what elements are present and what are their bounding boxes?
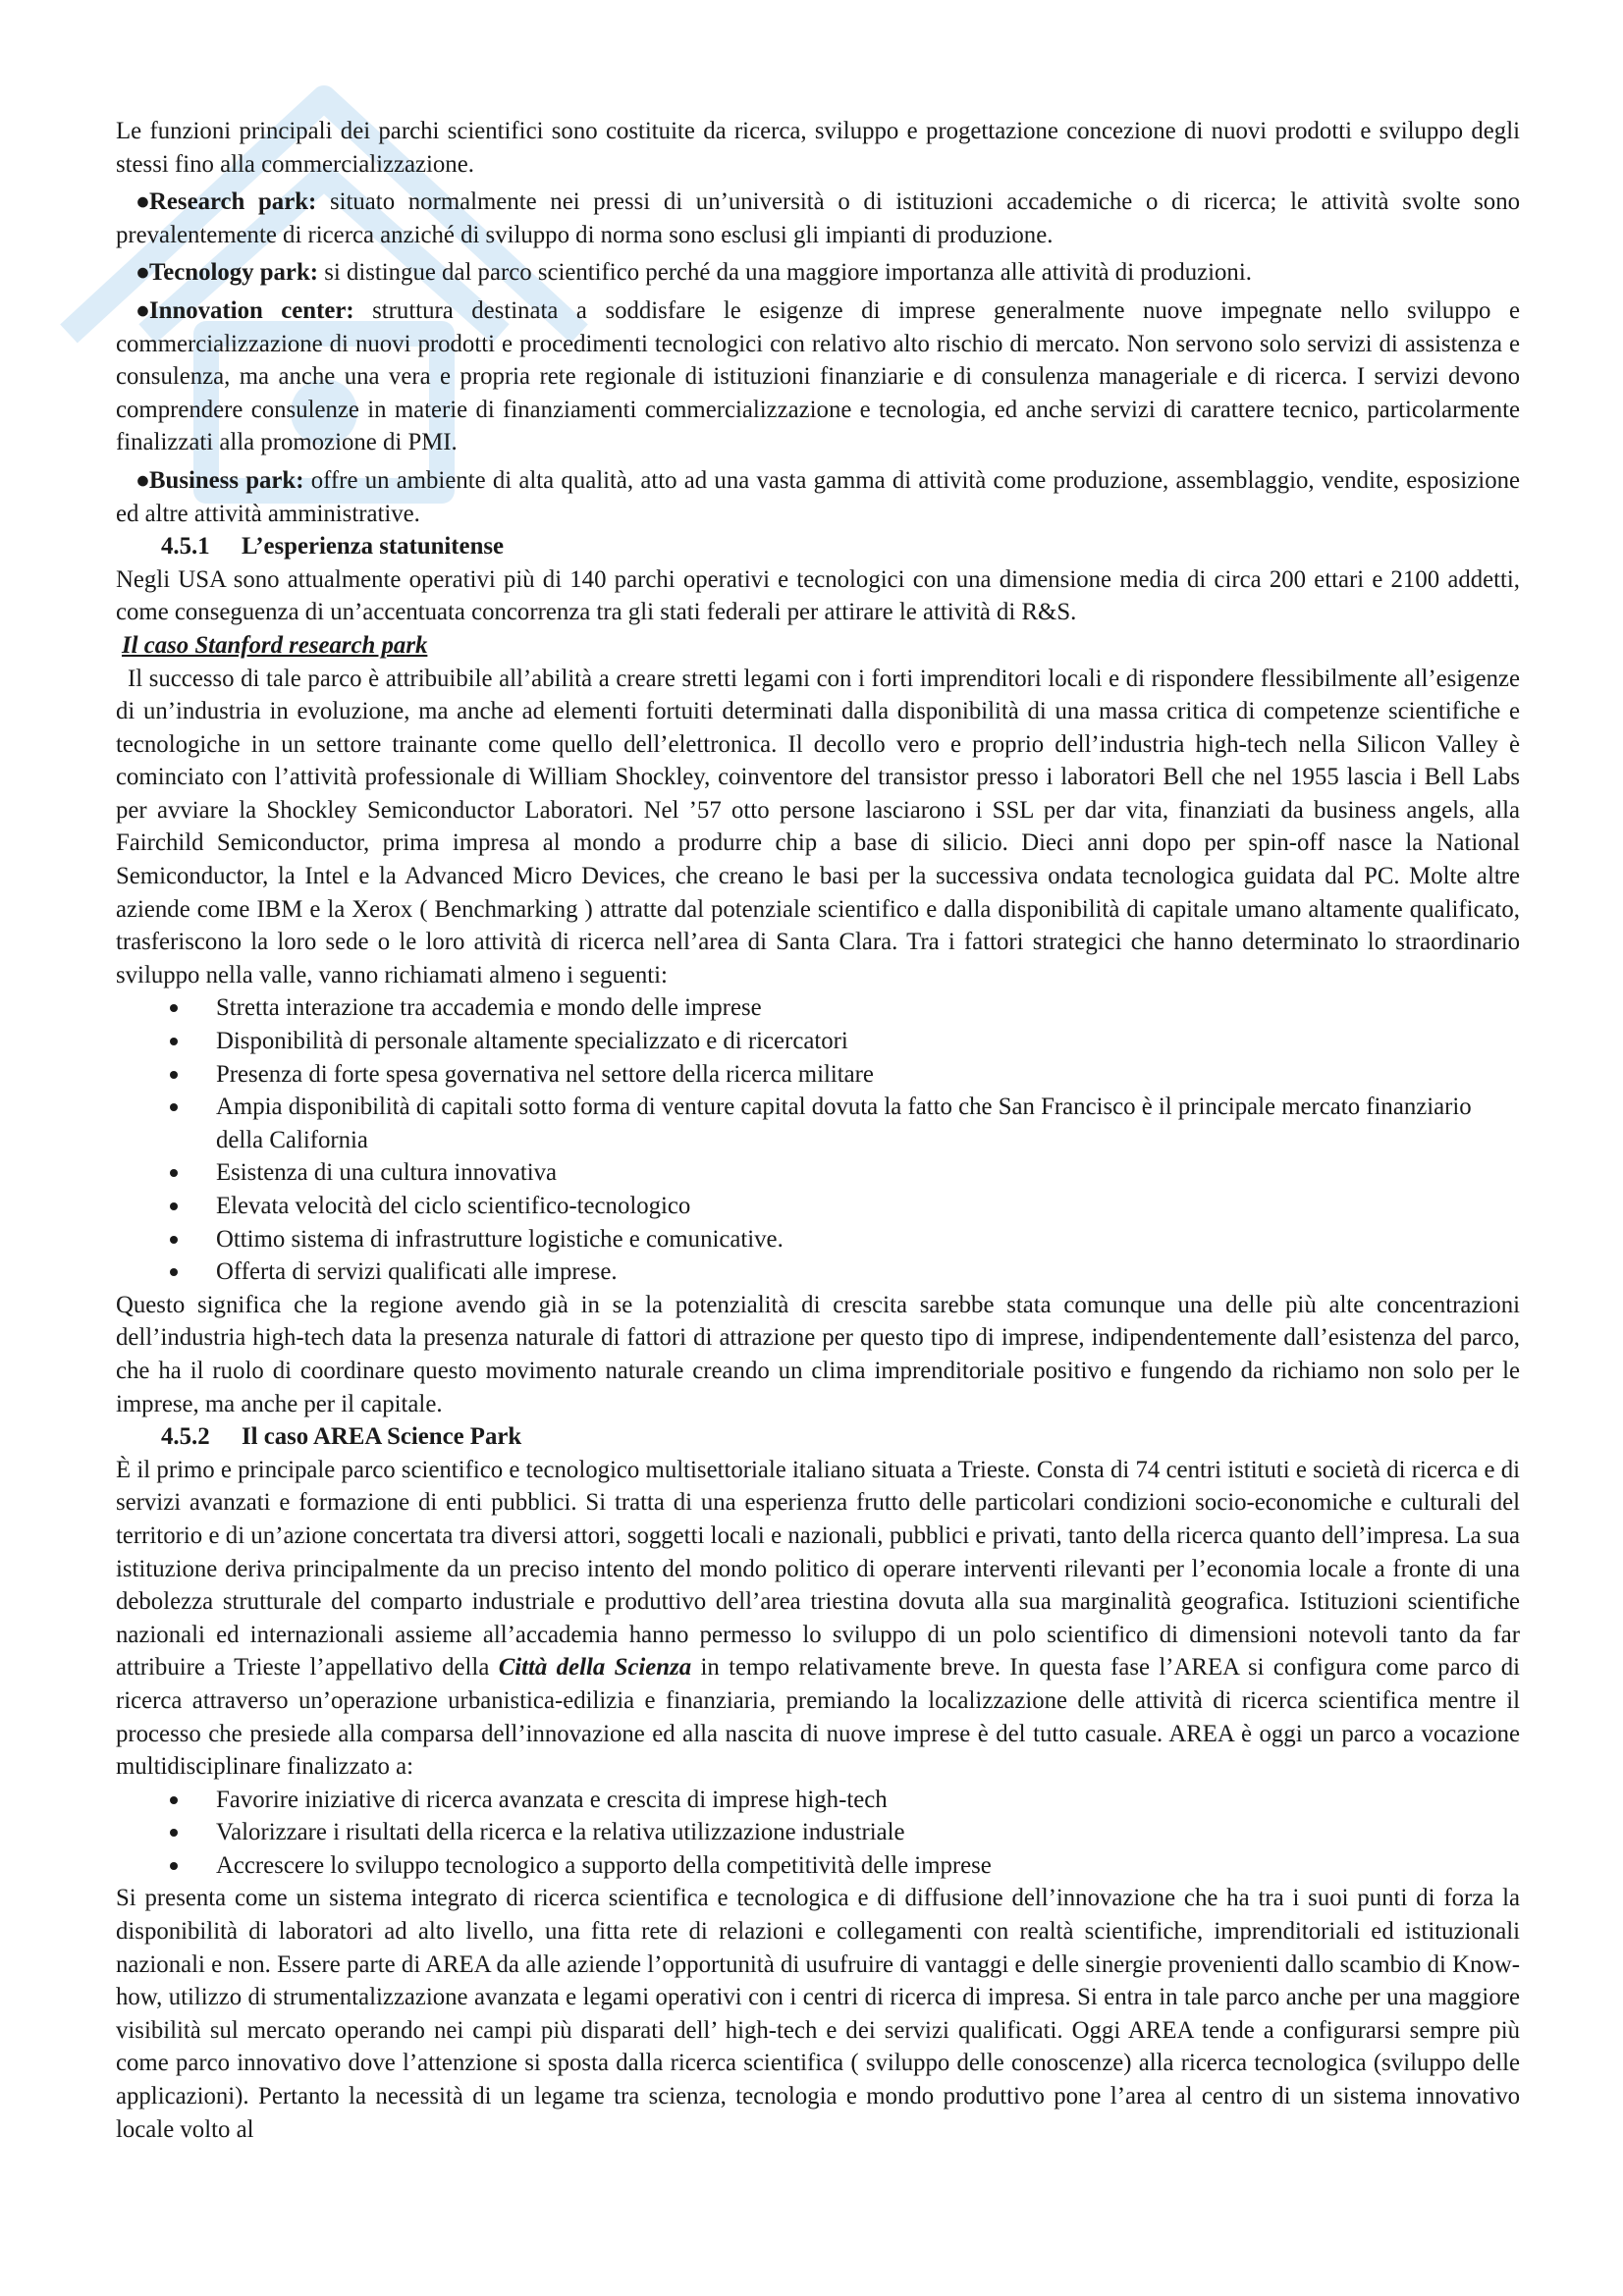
section-number: 4.5.1 bbox=[161, 533, 210, 561]
bullet-dot: ● bbox=[135, 466, 150, 494]
list-item: Offerta di servizi qualificati alle imprese. bbox=[116, 1255, 1520, 1289]
type-label: Tecnology park: bbox=[149, 259, 318, 287]
type-business-park bbox=[116, 464, 1520, 530]
bullet-dot: ● bbox=[135, 259, 150, 287]
case-heading-stanford bbox=[116, 629, 1520, 663]
list-item: Ampia disponibilità di capitali sotto forma di venture capital dovuta la fatto che San Francisco è il principale mercato finanziario della California bbox=[116, 1091, 1520, 1156]
section-number: 4.5.2 bbox=[161, 1423, 210, 1451]
type-text: offre un ambiente di alta qualità, atto ad una vasta gamma di attività come produzione, assemblaggio, vendite, esposizione ed altre attività amministrative. bbox=[116, 466, 1520, 527]
type-label: Research park: bbox=[149, 188, 317, 216]
stanford-paragraph: Il successo di tale parco è attribuibile all’abilità a creare stretti legami con i forti imprenditori locali e di rispondere flessibilmente all’esigenze di un’industria in evoluzione, ma anche ad elementi fortuiti determinati dalla disponibilità di una massa critica di competenze scientifiche e tecnologiche in un settore trainante come quello dell’elettronica. Il decollo vero e proprio dell’industria high-tech nella Silicon Valley è cominciato con l’attività professionale di William Shockley, coinventore del transistor presso i laboratori Bell che nel 1955 lascia i Bell Labs per avviare la Shockley Semiconductor Laboratori. Nel ’57 otto persone lasciarono i SSL per dar vita, finanziati da business angels, alla Fairchild Semiconductor, prima impresa al mondo a produrre chip a base di silicio. Dieci anni dopo per spin-off nasce la National Semiconductor, la Intel e la Advanced Micro Devices, che creano le basi per la successiva ondata tecnologica guidata dal PC. Molte altre aziende come IBM e la Xerox ( Benchmarking ) attratte dal potenziale scientifico e dalla disponibilità di capitale umano altamente qualificato, trasferiscono la loro sede o le loro attività di ricerca nell’area di Santa Clara. Tra i fattori strategici che hanno determinato lo straordinario sviluppo nella valle, vanno richiamati almeno i seguenti: bbox=[116, 665, 1520, 988]
city-of-science: Città della Scienza bbox=[498, 1654, 692, 1682]
type-text: situato normalmente nei pressi di un’università o di istituzioni accademiche o di ricerca; le attività svolte sono prevalentemente di ricerca anziché di sviluppo di norma sono esclusi gli impianti di produzione. bbox=[116, 188, 1520, 248]
list-item: Accrescere lo sviluppo tecnologico a supporto della competitività delle imprese bbox=[116, 1849, 1520, 1883]
type-label: Business park: bbox=[149, 466, 304, 494]
list-item: Valorizzare i risultati della ricerca e la relativa utilizzazione industriale bbox=[116, 1816, 1520, 1849]
usa-paragraph: Negli USA sono attualmente operativi più di 140 parchi operativi e tecnologici con una dimensione media di circa 200 ettari e 2100 addetti, come conseguenza di un’accentuata concorrenza tra gli stati federali per attirare le attività di R&S. bbox=[116, 565, 1520, 626]
area-text-after: in tempo relativamente breve. In questa fase l’AREA si configura come parco di ricerca attraverso un’operazione urbanistica-edilizia e finanziaria, premiando la localizzazione delle attività di ricerca scientifica mentre il processo che presiede alla comparsa dell’innovazione ed alla nascita di nuove imprese è del tutto casuale. AREA è oggi un parco a vocazione multidisciplinare finalizzato a: bbox=[116, 1654, 1521, 1781]
document-page bbox=[116, 115, 1520, 2146]
list-item: Disponibilità di personale altamente specializzato e di ricercatori bbox=[116, 1025, 1520, 1058]
area-goals-list bbox=[116, 1784, 1520, 1883]
bullet-dot: ● bbox=[135, 188, 150, 216]
conclusion-paragraph: Questo significa che la regione avendo già in se la potenzialità di crescita sarebbe stata comunque una delle più alte concentrazioni dell’industria high-tech data la presenza naturale di fattori di attrazione per questo tipo di imprese, indipendentemente dall’esistenza del parco, che ha il ruolo di coordinare questo movimento naturale creando un clima imprenditoriale positivo e fungendo da richiamo non solo per le imprese, ma anche per il capitale. bbox=[116, 1291, 1520, 1417]
bullet-dot: ● bbox=[135, 296, 150, 324]
type-tecnology-park bbox=[116, 256, 1520, 290]
list-item: Ottimo sistema di infrastrutture logistiche e comunicative. bbox=[116, 1223, 1520, 1256]
section-title: L’esperienza statunitense bbox=[242, 533, 505, 561]
list-item: Stretta interazione tra accademia e mondo delle imprese bbox=[116, 991, 1520, 1025]
list-item: Favorire iniziative di ricerca avanzata e crescita di imprese high-tech bbox=[116, 1784, 1520, 1817]
closing-paragraph: Si presenta come un sistema integrato di ricerca scientifica e tecnologica e di diffusione dell’innovazione che ha tra i suoi punti di forza la disponibilità di laboratori ad alto livello, una fitta rete di relazioni e collegamenti con realtà scientifiche, imprenditoriali ed istituzionali nazionali e non. Essere parte di AREA da alle aziende l’opportunità di usufruire di vantaggi e delle sinergie provenienti dallo scambio di Know-how, utilizzo di strumentalizzazione avanzata e legami operativi con i centri di ricerca di impresa. Si entra in tale parco anche per una maggiore visibilità sul mercato operando nei campi più disparati dell’ high-tech e dei servizi qualificati. Oggi AREA tende a configurarsi sempre più come parco innovativo dove l’attenzione si sposta dalla ricerca scientifica ( sviluppo delle conoscenze) alla ricerca tecnologica (sviluppo delle applicazioni). Pertanto la necessità di un legame tra scienza, tecnologia e mondo produttivo pone l’area al centro di un sistema innovativo locale volto al bbox=[116, 1885, 1520, 2143]
type-text: si distingue dal parco scientifico perché da una maggiore importanza alle attività di produzioni. bbox=[324, 259, 1252, 287]
section-title: Il caso AREA Science Park bbox=[242, 1423, 522, 1451]
list-item: Elevata velocità del ciclo scientifico-tecnologico bbox=[116, 1190, 1520, 1223]
section-heading-4-5-1 bbox=[116, 530, 1520, 563]
section-heading-4-5-2 bbox=[116, 1420, 1520, 1454]
area-paragraph bbox=[116, 1454, 1520, 1784]
type-innovation-center bbox=[116, 294, 1520, 459]
case-title: Il caso Stanford research park bbox=[122, 631, 428, 659]
list-item: Esistenza di una cultura innovativa bbox=[116, 1156, 1520, 1190]
type-text: struttura destinata a soddisfare le esigenze di imprese generalmente nuove impegnate nello sviluppo e commercializzazione di nuovi prodotti e procedimenti tecnologici con relativo alto rischio di mercato. Non servono solo servizi di assistenza e consulenza, ma anche una vera e propria rete regionale di istituzioni finanziarie e di consulenza manageriale e di ricerca. I servizi devono comprendere consulenze in materie di finanziamenti commercializzazione e tecnologia, ed anche servizi di carattere tecnico, particolarmente finalizzati alla promozione di PMI. bbox=[116, 296, 1520, 456]
area-text-before: È il primo e principale parco scientifico e tecnologico multisettoriale italiano situata a Trieste. Consta di 74 centri istituti e società di ricerca e di servizi avanzati e formazione di enti pubblici. Si tratta di una esperienza frutto delle particolari condizioni socio-economiche e culturali del territorio e di un’azione concertata tra diversi attori, soggetti locali e nazionali, pubblici e privati, tanto della ricerca quanto dell’impresa. La sua istituzione deriva principalmente da un preciso intento del mondo politico di operare interventi rilevanti per l’economia locale a fronte di una debolezza strutturale del comparto industriale e produttivo dell’area triestina dovuta alla sua marginalità geografica. Istituzioni scientifiche nazionali ed internazionali assieme all’accademia hanno permesso lo sviluppo di un polo scientifico di dimensioni notevoli tanto da far attribuire a Trieste l’appellativo della bbox=[116, 1456, 1520, 1682]
type-label: Innovation center: bbox=[149, 296, 354, 324]
type-research-park bbox=[116, 186, 1520, 251]
intro-paragraph: Le funzioni principali dei parchi scientifici sono costituite da ricerca, sviluppo e progettazione concezione di nuovi prodotti e sviluppo degli stessi fino alla commercializzazione. bbox=[116, 118, 1520, 178]
list-item: Presenza di forte spesa governativa nel settore della ricerca militare bbox=[116, 1058, 1520, 1092]
strategic-factors-list bbox=[116, 991, 1520, 1288]
